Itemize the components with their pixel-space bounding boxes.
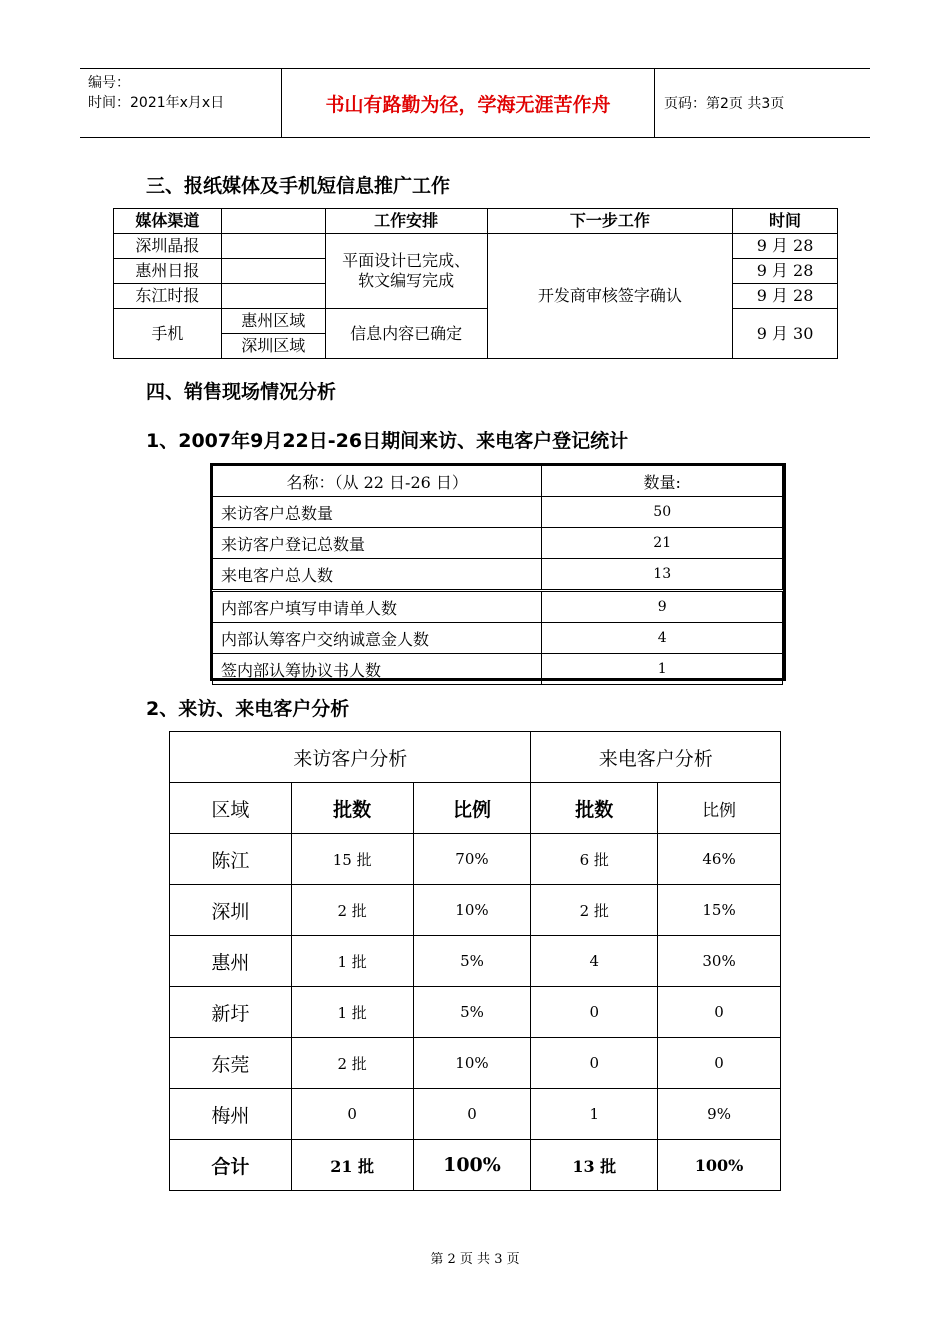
analysis-total-visit-batch: 21 批 (291, 1140, 413, 1191)
analysis-col-visit-ratio: 比例 (413, 783, 531, 834)
media-mobile-channel: 手机 (114, 309, 222, 359)
media-mobile-region: 惠州区域 (221, 309, 325, 334)
analysis-table (169, 731, 781, 1191)
table-row (170, 1038, 781, 1089)
table-row (213, 559, 783, 591)
analysis-call-batch: 0 (531, 987, 658, 1038)
analysis-visit-batch: 1 批 (291, 987, 413, 1038)
page-header (80, 68, 870, 138)
analysis-region: 惠州 (170, 936, 292, 987)
number-label: 编号： (88, 75, 130, 91)
analysis-call-batch: 4 (531, 936, 658, 987)
stats-name: 内部认筹客户交纳诚意金人数 (213, 623, 542, 654)
table-row (213, 623, 783, 654)
media-time: 9 月 28 (733, 234, 838, 259)
table-row-total (170, 1140, 781, 1191)
analysis-visit-ratio: 10% (413, 885, 531, 936)
media-header-arrangement: 工作安排 (325, 209, 487, 234)
analysis-total-visit-ratio: 100% (413, 1140, 531, 1191)
analysis-visit-ratio: 10% (413, 1038, 531, 1089)
media-mobile-time: 9 月 30 (733, 309, 838, 359)
table-row (213, 528, 783, 559)
analysis-call-ratio: 15% (658, 885, 781, 936)
section4-sub2-title: 2、来访、来电客户分析 (146, 698, 350, 720)
header-motto: 书山有路勤为径，学海无涯苦作舟 (325, 93, 611, 116)
media-channel: 深圳晶报 (114, 234, 222, 259)
stats-value: 13 (542, 559, 783, 591)
header-page-info: 页码：第2页 共3页 (664, 96, 785, 112)
stats-name: 签内部认筹协议书人数 (213, 654, 542, 685)
table-row (170, 1089, 781, 1140)
section4-title: 四、销售现场情况分析 (146, 381, 337, 403)
table-row (213, 591, 783, 623)
media-table (113, 208, 838, 359)
media-mobile-arrangement: 信息内容已确定 (325, 309, 487, 359)
media-header-channel: 媒体渠道 (114, 209, 222, 234)
analysis-visit-ratio: 5% (413, 987, 531, 1038)
analysis-call-batch: 0 (531, 1038, 658, 1089)
stats-table (212, 465, 783, 685)
analysis-call-batch: 1 (531, 1089, 658, 1140)
header-divider (654, 69, 655, 137)
stats-header-value: 数量: (542, 466, 783, 497)
page-footer: 第 2 页 共 3 页 (430, 1252, 520, 1267)
media-next-step: 开发商审核签字确认 (487, 234, 733, 359)
analysis-call-ratio: 0 (658, 1038, 781, 1089)
section4-sub1-title: 1、2007年9月22日-26日期间来访、来电客户登记统计 (146, 430, 629, 452)
media-header-time: 时间 (733, 209, 838, 234)
analysis-call-batch: 2 批 (531, 885, 658, 936)
analysis-visit-batch: 1 批 (291, 936, 413, 987)
analysis-call-ratio: 0 (658, 987, 781, 1038)
analysis-total-label: 合计 (170, 1140, 292, 1191)
media-header-blank (221, 209, 325, 234)
analysis-group-visit: 来访客户分析 (170, 732, 531, 783)
table-row (170, 885, 781, 936)
analysis-region: 新圩 (170, 987, 292, 1038)
stats-header-name: 名称：（从 22 日-26 日） (213, 466, 542, 497)
media-empty-cell (221, 259, 325, 284)
analysis-visit-ratio: 0 (413, 1089, 531, 1140)
analysis-visit-batch: 15 批 (291, 834, 413, 885)
analysis-col-region: 区域 (170, 783, 292, 834)
media-mobile-region: 深圳区域 (221, 334, 325, 359)
analysis-total-call-batch: 13 批 (531, 1140, 658, 1191)
stats-name: 内部客户填写申请单人数 (213, 591, 542, 623)
analysis-col-call-ratio: 比例 (658, 783, 781, 834)
analysis-visit-batch: 2 批 (291, 885, 413, 936)
media-empty-cell (221, 234, 325, 259)
stats-name: 来访客户登记总数量 (213, 528, 542, 559)
analysis-col-call-batch: 批数 (531, 783, 658, 834)
media-empty-cell (221, 284, 325, 309)
analysis-call-batch: 6 批 (531, 834, 658, 885)
analysis-visit-ratio: 70% (413, 834, 531, 885)
media-header-next: 下一步工作 (487, 209, 733, 234)
analysis-call-ratio: 30% (658, 936, 781, 987)
analysis-call-ratio: 46% (658, 834, 781, 885)
stats-name: 来电客户总人数 (213, 559, 542, 591)
media-print-arrangement: 平面设计已完成、软文编写完成 (325, 234, 487, 309)
media-time: 9 月 28 (733, 284, 838, 309)
stats-value: 4 (542, 623, 783, 654)
table-row (170, 987, 781, 1038)
analysis-call-ratio: 9% (658, 1089, 781, 1140)
media-channel: 东江时报 (114, 284, 222, 309)
analysis-visit-ratio: 5% (413, 936, 531, 987)
stats-value: 1 (542, 654, 783, 685)
stats-value: 9 (542, 591, 783, 623)
analysis-region: 东莞 (170, 1038, 292, 1089)
analysis-visit-batch: 0 (291, 1089, 413, 1140)
media-channel: 惠州日报 (114, 259, 222, 284)
stats-value: 21 (542, 528, 783, 559)
stats-value: 50 (542, 497, 783, 528)
analysis-group-call: 来电客户分析 (531, 732, 781, 783)
table-row (213, 654, 783, 685)
section3-title: 三、报纸媒体及手机短信息推广工作 (146, 175, 451, 197)
header-meta (88, 73, 224, 113)
media-time: 9 月 28 (733, 259, 838, 284)
analysis-region: 陈江 (170, 834, 292, 885)
stats-name: 来访客户总数量 (213, 497, 542, 528)
table-row (170, 936, 781, 987)
analysis-total-call-ratio: 100% (658, 1140, 781, 1191)
time-label: 时间：2021年x月x日 (88, 95, 225, 111)
table-row (170, 834, 781, 885)
analysis-region: 梅州 (170, 1089, 292, 1140)
analysis-visit-batch: 2 批 (291, 1038, 413, 1089)
analysis-region: 深圳 (170, 885, 292, 936)
table-row (213, 497, 783, 528)
analysis-col-visit-batch: 批数 (291, 783, 413, 834)
